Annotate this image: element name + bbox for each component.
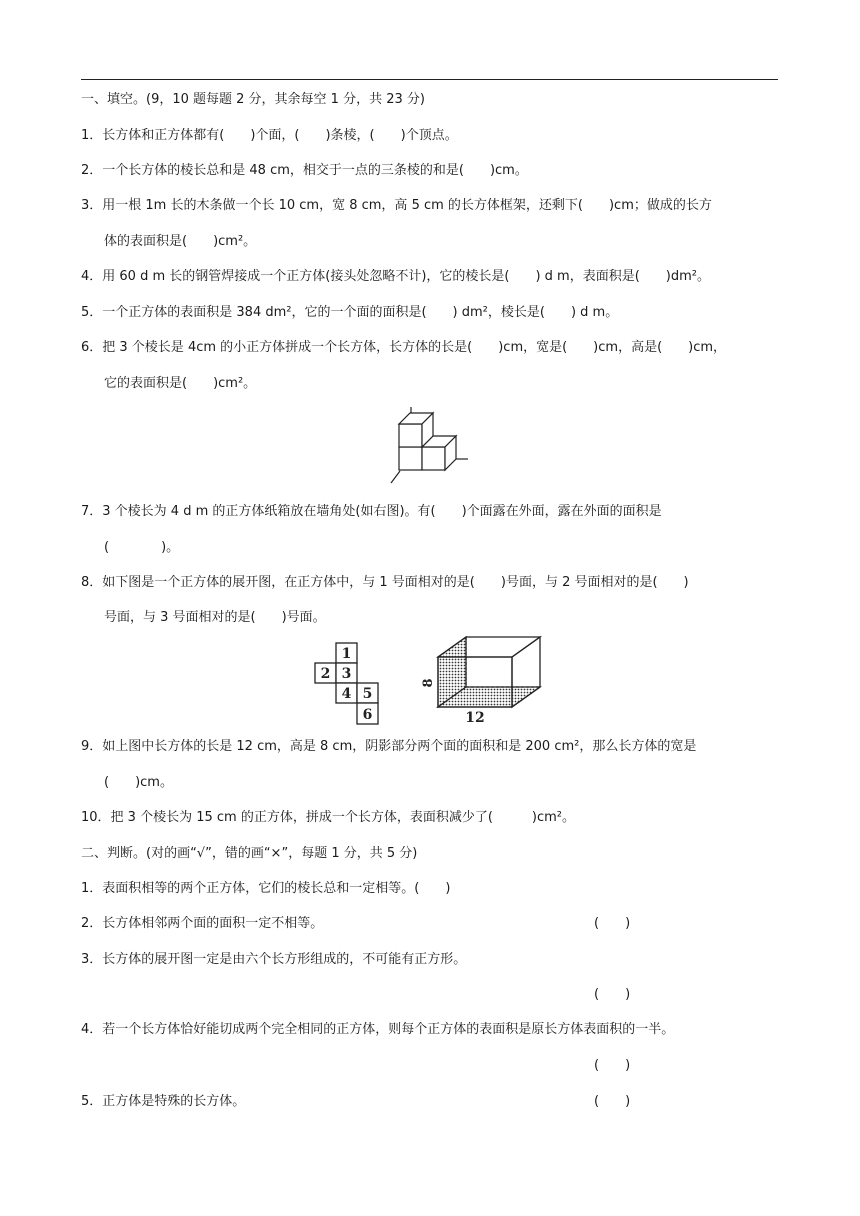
question-4: 4．用 60 d m 长的钢管焊接成一个正方体(接头处忽略不计)，它的棱长是( ) d m，表面积是( )dm²。 — [81, 269, 710, 284]
question-7-line2: ( )。 — [104, 540, 180, 555]
question-9-line2: ( )cm。 — [104, 775, 173, 790]
judge-5-answer[interactable]: ( ) — [594, 1094, 631, 1109]
question-2: 2．一个长方体的棱长总和是 48 cm，相交于一点的三条棱的和是( )cm。 — [81, 163, 528, 178]
corner-cubes-figure — [388, 405, 472, 485]
question-8-line1: 8．如下图是一个正方体的展开图，在正方体中，与 1 号面相对的是( )号面，与 2 号面相对的是( ) — [81, 575, 689, 590]
question-3-line1: 3．用一根 1m 长的木条做一个长 10 cm，宽 8 cm，高 5 cm 的长方体框架，还剩下( )cm；做成的长方 — [81, 198, 712, 213]
box-height-label: 8 — [421, 678, 436, 688]
judge-3-answer[interactable]: ( ) — [594, 987, 631, 1002]
question-10: 10．把 3 个棱长为 15 cm 的正方体，拼成一个长方体，表面积减少了( )cm²。 — [81, 810, 575, 825]
question-8-line2: 号面，与 3 号面相对的是( )号面。 — [104, 610, 326, 625]
question-5: 5．一个正方体的表面积是 384 dm²，它的一个面的面积是( ) dm²，棱长是( ) d m。 — [81, 305, 619, 320]
judge-2: 2．长方体相邻两个面的面积一定不相等。 — [81, 916, 324, 931]
question-1: 1．长方体和正方体都有( )个面，( )条棱，( )个顶点。 — [81, 128, 458, 143]
judge-4-answer[interactable]: ( ) — [594, 1058, 631, 1073]
net-face-6: 6 — [362, 707, 373, 723]
judge-4: 4．若一个长方体恰好能切成两个完全相同的正方体，则每个正方体的表面积是原长方体表面积的一半。 — [81, 1022, 675, 1037]
net-face-4: 4 — [341, 686, 352, 702]
net-face-5: 5 — [362, 686, 373, 702]
net-face-3: 3 — [341, 666, 352, 682]
net-face-2: 2 — [320, 666, 331, 682]
question-6-line1: 6．把 3 个棱长是 4cm 的小正方体拼成一个长方体，长方体的长是( )cm，宽是( )cm，高是( )cm， — [81, 340, 727, 355]
box-figure — [418, 634, 548, 726]
question-3-line2: 体的表面积是( )cm²。 — [104, 234, 257, 249]
net-face-1: 1 — [341, 646, 352, 662]
cube-net-figure — [314, 642, 380, 726]
box-length-label: 12 — [465, 710, 485, 726]
judge-1: 1．表面积相等的两个正方体，它们的棱长总和一定相等。( ) — [81, 881, 451, 896]
judge-3: 3．长方体的展开图一定是由六个长方形组成的，不可能有正方形。 — [81, 952, 467, 967]
judge-5: 5．正方体是特殊的长方体。 — [81, 1094, 246, 1109]
section2-heading: 二、判断。(对的画“√”，错的画“×”，每题 1 分，共 5 分) — [81, 846, 418, 861]
section1-heading: 一、填空。(9，10 题每题 2 分，其余每空 1 分，共 23 分) — [81, 92, 425, 107]
top-rule — [81, 79, 778, 80]
judge-2-answer[interactable]: ( ) — [594, 916, 631, 931]
question-9-line1: 9．如上图中长方体的长是 12 cm，高是 8 cm，阴影部分两个面的面积和是 200 cm²，那么长方体的宽是 — [81, 739, 697, 754]
question-7-line1: 7．3 个棱长为 4 d m 的正方体纸箱放在墙角处(如右图)。有( )个面露在外面，露在外面的面积是 — [81, 504, 662, 519]
question-6-line2: 它的表面积是( )cm²。 — [104, 376, 257, 391]
